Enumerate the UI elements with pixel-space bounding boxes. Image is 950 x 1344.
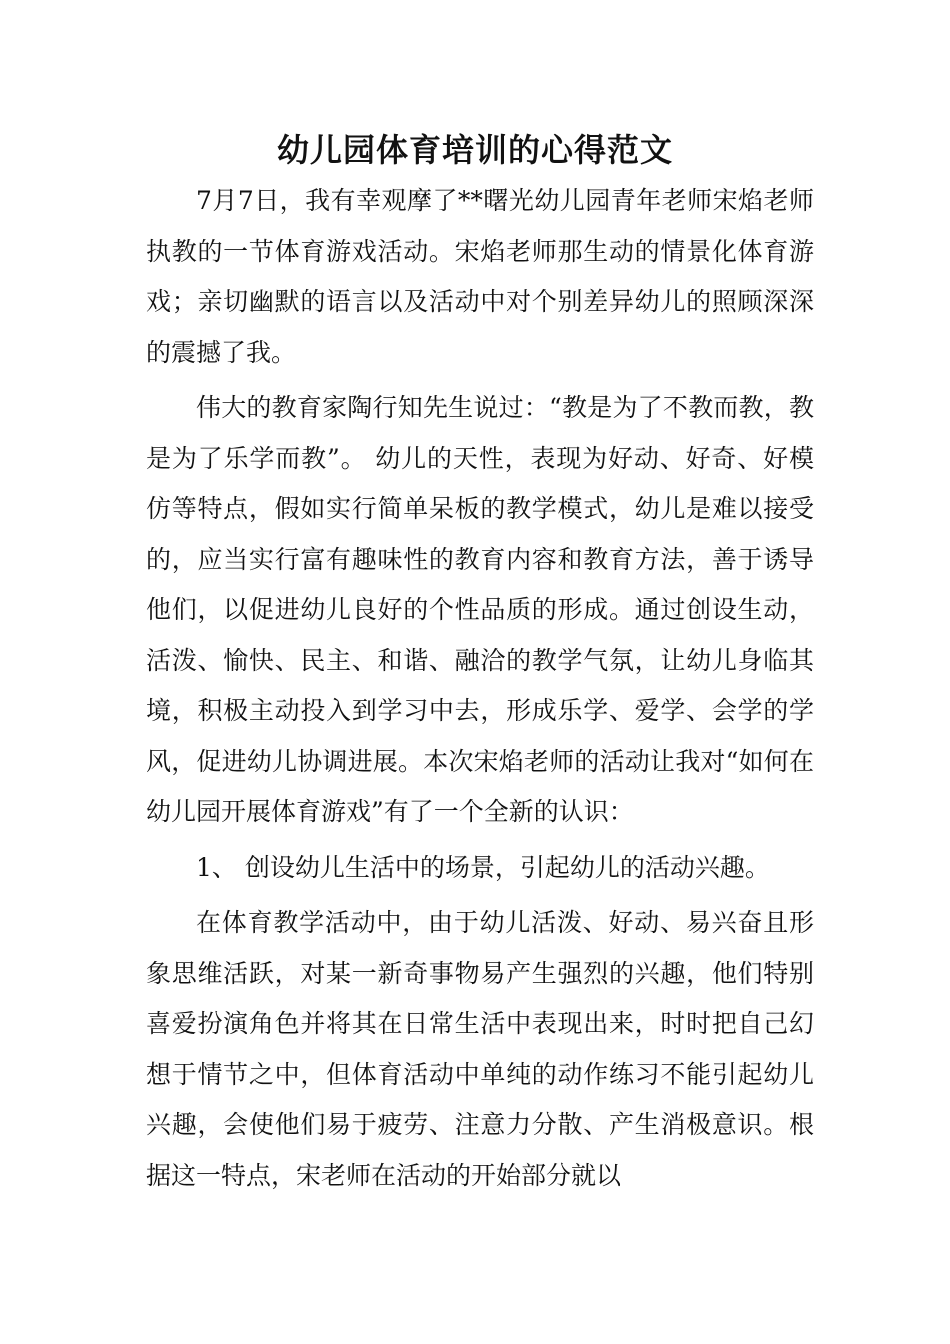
- document-title: 幼儿园体育培训的心得范文: [276, 131, 673, 169]
- paragraph-quote: 伟大的教育家陶行知先生说过：“教是为了不教而教，教是为了乐学而教”。 幼儿的天性，表现为好动、好奇、好模仿等特点，假如实行简单呆板的教学模式，幼儿是难以接受的，应当实行富有趣味性的教育内容和教育方法，善于诱导他们，以促进幼儿良好的个性品质的形成。通过创设生动，活泼、愉快、民主、和谐、融洽的教学气氛，让幼儿身临其境，积极主动投入到学习中去，形成乐学、爱学、会学的学风，促进幼儿协调进展。本次宋焰老师的活动让我对“如何在幼儿园开展体育游戏”有了一个全新的认识：: [146, 393, 814, 826]
- paragraph-detail: 在体育教学活动中，由于幼儿活泼、好动、易兴奋且形象思维活跃，对某一新奇事物易产生强烈的兴趣，他们特别喜爱扮演角色并将其在日常生活中表现出来，时时把自己幻想于情节之中，但体育活动中单纯的动作练习不能引起幼儿兴趣，会使他们易于疲劳、注意力分散、产生消极意识。根据这一特点，宋老师在活动的开始部分就以: [146, 908, 814, 1190]
- paragraph-point-1: 1、 创设幼儿生活中的场景，引起幼儿的活动兴趣。: [196, 852, 770, 882]
- document-body: [146, 176, 814, 1201]
- paragraph-intro: 7月7日，我有幸观摩了**曙光幼儿园青年老师宋焰老师执教的一节体育游戏活动。宋焰老师那生动的情景化体育游戏；亲切幽默的语言以及活动中对个别差异幼儿的照顾深深的震撼了我。: [146, 186, 814, 367]
